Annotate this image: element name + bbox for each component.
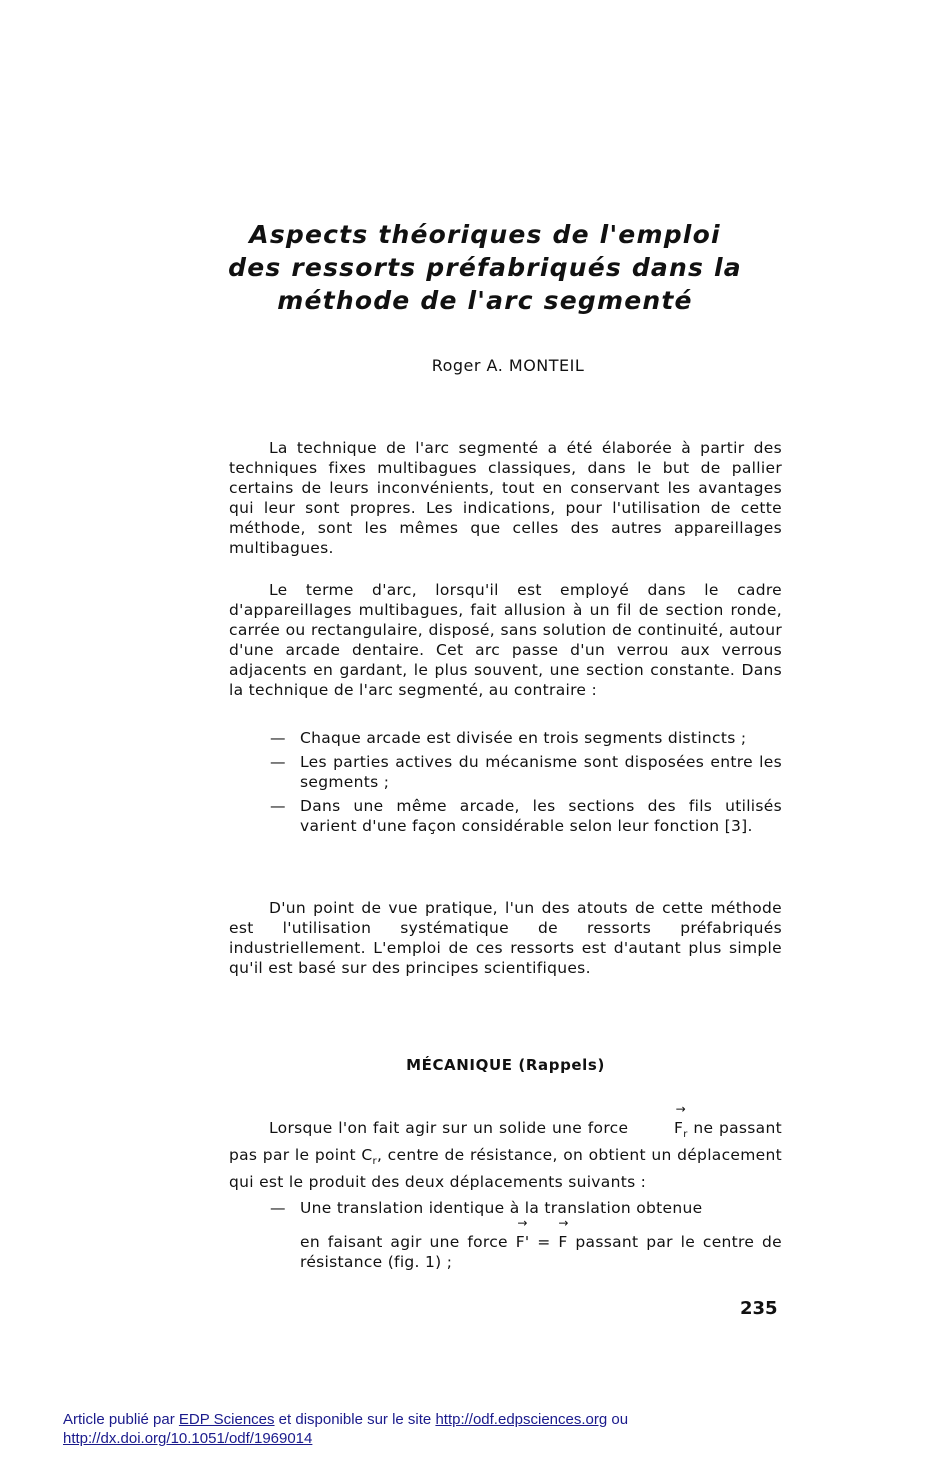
list-item — [270, 728, 782, 748]
displacement-list — [270, 1198, 782, 1276]
list-dash: — — [270, 729, 286, 747]
list-dash: — — [270, 797, 286, 815]
force-prime-vector: → F' — [516, 1232, 530, 1252]
title-line-3: méthode de l'arc segmenté — [277, 286, 693, 315]
p4-part-2: ne passant pas par le point C — [229, 1119, 782, 1165]
paragraph-practical — [229, 898, 782, 978]
list-item-part-1: en faisant agir une force — [300, 1233, 516, 1251]
list-item-line-2 — [300, 1232, 782, 1272]
list-item-text: Les parties actives du mécanisme sont disposées entre les segments ; — [300, 753, 782, 791]
list-item-part-2: passant par le centre de résistance (fig. 1) ; — [300, 1233, 783, 1271]
paragraph-intro — [229, 438, 782, 558]
segmented-arc-list — [270, 728, 782, 840]
paragraph-4-text — [229, 1118, 782, 1192]
odf-site-link[interactable]: http://odf.edpsciences.org — [435, 1411, 608, 1428]
list-item-text: Chaque arcade est divisée en trois segments distincts ; — [300, 729, 747, 747]
list-dash: — — [270, 753, 286, 771]
force-subscript: r — [683, 1129, 688, 1141]
edp-sciences-link[interactable]: EDP Sciences — [178, 1411, 275, 1428]
force-vector: → F — [558, 1232, 567, 1252]
list-item — [270, 752, 782, 792]
p4-part-1: Lorsque l'on fait agir sur un solide une force — [269, 1119, 635, 1137]
author-name: Roger A. MONTEIL — [431, 356, 585, 375]
publication-footer — [63, 1410, 763, 1448]
title-line-1: Aspects théoriques de l'emploi — [249, 220, 721, 249]
paragraph-2-text: Le terme d'arc, lorsqu'il est employé dans le cadre d'appareillages multibagues, fait allusion à un fil de section ronde, carrée ou rectangulaire, disposé, sans solution de continuité, autour d'une arcade dentaire. Cet arc passe d'un verrou aux verrous adjacents en gardant, le plus souvent, une section constante. Dans la technique de l'arc segmenté, au contraire : — [229, 581, 782, 699]
force-vector — [634, 1118, 688, 1145]
point-subscript: r — [372, 1156, 377, 1168]
list-item-line-1: Une translation identique à la translation obtenue — [300, 1199, 703, 1217]
page-number: 235 — [740, 1298, 778, 1319]
section-heading: MÉCANIQUE (Rappels) — [406, 1056, 605, 1074]
paragraph-3-text: D'un point de vue pratique, l'un des atouts de cette méthode est l'utilisation systématique de ressorts préfabriqués industriellement. L'emploi de ces ressorts est d'autant plus simple qu'il est basé sur des principes scientifiques. — [229, 899, 782, 977]
footer-text-2: et disponible sur le site — [274, 1411, 436, 1428]
list-dash: — — [270, 1199, 286, 1217]
title-line-2: des ressorts préfabriqués dans la — [228, 253, 742, 282]
force-symbol: F — [674, 1119, 684, 1137]
footer-text-1: Article publié par — [63, 1411, 179, 1428]
list-item-text: Dans une même arcade, les sections des fils utilisés varient d'une façon considérable selon leur fonction [3]. — [300, 797, 782, 835]
paragraph-1-text: La technique de l'arc segmenté a été élaborée à partir des techniques fixes multibagues classiques, dans le but de pallier certains de leurs inconvénients, tout en conservant les avantages qui leur sont propres. Les indications, pour l'utilisation de cette méthode, sont les mêmes que celles des autres appareillages multibagues. — [229, 439, 782, 557]
p4-part-3: , centre de résistance, on obtient un déplacement qui est le produit des deux déplacements suivants : — [229, 1146, 783, 1192]
list-item — [270, 1198, 782, 1272]
equals-sign: = — [529, 1233, 559, 1251]
paragraph-mechanics — [229, 1118, 782, 1192]
doi-link[interactable]: http://dx.doi.org/10.1051/odf/1969014 — [63, 1430, 313, 1447]
article-title — [180, 218, 790, 317]
list-item — [270, 796, 782, 836]
paragraph-arc-definition — [229, 580, 782, 700]
footer-text-3: ou — [607, 1411, 629, 1428]
